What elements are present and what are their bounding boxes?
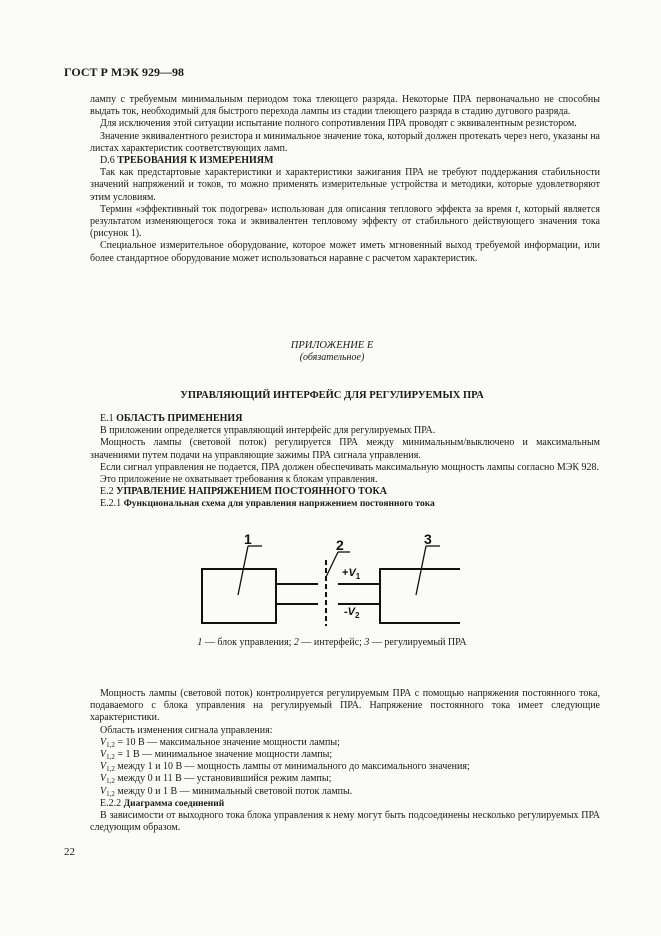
figure-caption: 1 — блок управления; 2 — интерфейс; 3 — регулируемый ПРА [197,637,467,648]
v1-label: $+V_1$ [342,567,361,581]
section-title: ТРЕБОВАНИЯ К ИЗМЕРЕНИЯМ [117,155,274,167]
paragraph: Специальное измерительное оборудование, которое может иметь мгновенный выход требуемой информации, или более стандартное оборудование может использоваться наравне с расчетом характеристик. [90,240,600,264]
appendix-title: УПРАВЛЯЮЩИЙ ИНТЕРФЕЙС ДЛЯ РЕГУЛИРУЕМЫХ ПРА [180,390,484,401]
page-number: 22 [64,846,75,858]
callout-label-1: 1 [244,532,252,547]
list-item: $V_{1,2}$ между 0 и 11 В — установившийся режим лампы; [100,773,332,786]
leader-line-3 [416,546,426,595]
leader-line-1 [238,546,248,595]
callout-label-3: 3 [424,532,432,547]
appendix-status: (обязательное) [299,352,365,363]
paragraph: Для исключения этой ситуации испытание полного сопротивления ПРА проводят с эквивалентным резистором. [100,118,577,130]
control-unit-box [202,569,276,623]
paragraph: В приложении определяется управляющий интерфейс для регулируемых ПРА. [100,425,436,437]
document-header: ГОСТ Р МЭК 929—98 [64,65,184,79]
paragraph: Если сигнал управления не подается, ПРА должен обеспечивать максимальную мощность лампы согласно МЭК 928. [100,461,600,473]
paragraph: Мощность лампы (световой поток) регулируется ПРА между минимальным/выключено и максимальным значениями путем подачи на управляющие зажимы ПРА сигнала управления. [90,437,600,461]
list-item: $V_{1,2}$ между 1 и 10 В — мощность лампы от минимального до максимального значения; [100,761,470,774]
callout-label-2: 2 [336,537,344,553]
paragraph: Мощность лампы (световой поток) контролируется регулируемым ПРА с помощью напряжения постоянного тока, подаваемого с блока управления на регулируемый ПРА. Напряжение постоянного тока имеет следующие характеристики. [90,688,600,724]
list-item: $V_{1,2} = 10$ В — максимальное значение мощности лампы; [100,736,340,749]
list-item: $V_{1,2}$ между 0 и 1 В — минимальный световой поток лампы. [100,785,353,798]
appendix-label: ПРИЛОЖЕНИЕ Е [290,340,374,351]
paragraph: Значение эквивалентного резистора и минимальное значение тока, который должен протекать через него, указаны на листах характеристик соответствующих ламп. [90,130,600,154]
section-e2-body [90,688,600,834]
paragraph: В зависимости от выходного тока блока управления к нему могут быть подсоединены несколько регулируемых ПРА следующим образом. [90,810,600,834]
section-heading-e22: Е.2.2 Диаграмма соединений [100,797,225,809]
section-heading-e1: Е.1 ОБЛАСТЬ ПРИМЕНЕНИЯ [100,413,243,424]
leader-line-2 [326,552,338,577]
section-d-text [90,94,600,265]
paragraph: Так как предстартовые характеристики и характеристики зажигания ПРА не требуют поддержания стабильности значений напряжений и токов, то можно применять измерительные устройства и методики, которые удовлетворяют этим условиям. [90,167,600,203]
section-heading-e2: Е.2 УПРАВЛЕНИЕ НАПРЯЖЕНИЕМ ПОСТОЯННОГО ТОКА [100,486,387,498]
section-e-text [90,413,600,511]
paragraph: Это приложение не охватывает требования к блокам управления. [100,474,378,486]
paragraph: Термин «эффективный ток подогрева» использован для описания теплового эффекта за время t, который является результатом изменяющегося тока и эквивалентен тепловому эффекту от стабильного действующего значения тока (рисунок 1). [90,203,600,240]
section-heading-d6 [90,155,600,167]
list-item: $V_{1,2} = 1$ В — минимальное значение мощности лампы; [100,749,333,762]
v2-label: $-V_2$ [344,606,360,620]
functional-diagram [190,532,470,632]
section-heading-e21: Е.2.1 Функциональная схема для управления напряжением постоянного тока [100,498,435,510]
paragraph: лампу с требуемым минимальным периодом тока тлеющего разряда. Некоторые ПРА первоначально не способны выдать ток, необходимый для быстрого перехода лампы из стадии тлеющего разряда в стадию дугового разряда. [90,94,600,118]
paragraph: Область изменения сигнала управления: [100,724,273,736]
section-number: D.6 [100,155,115,167]
